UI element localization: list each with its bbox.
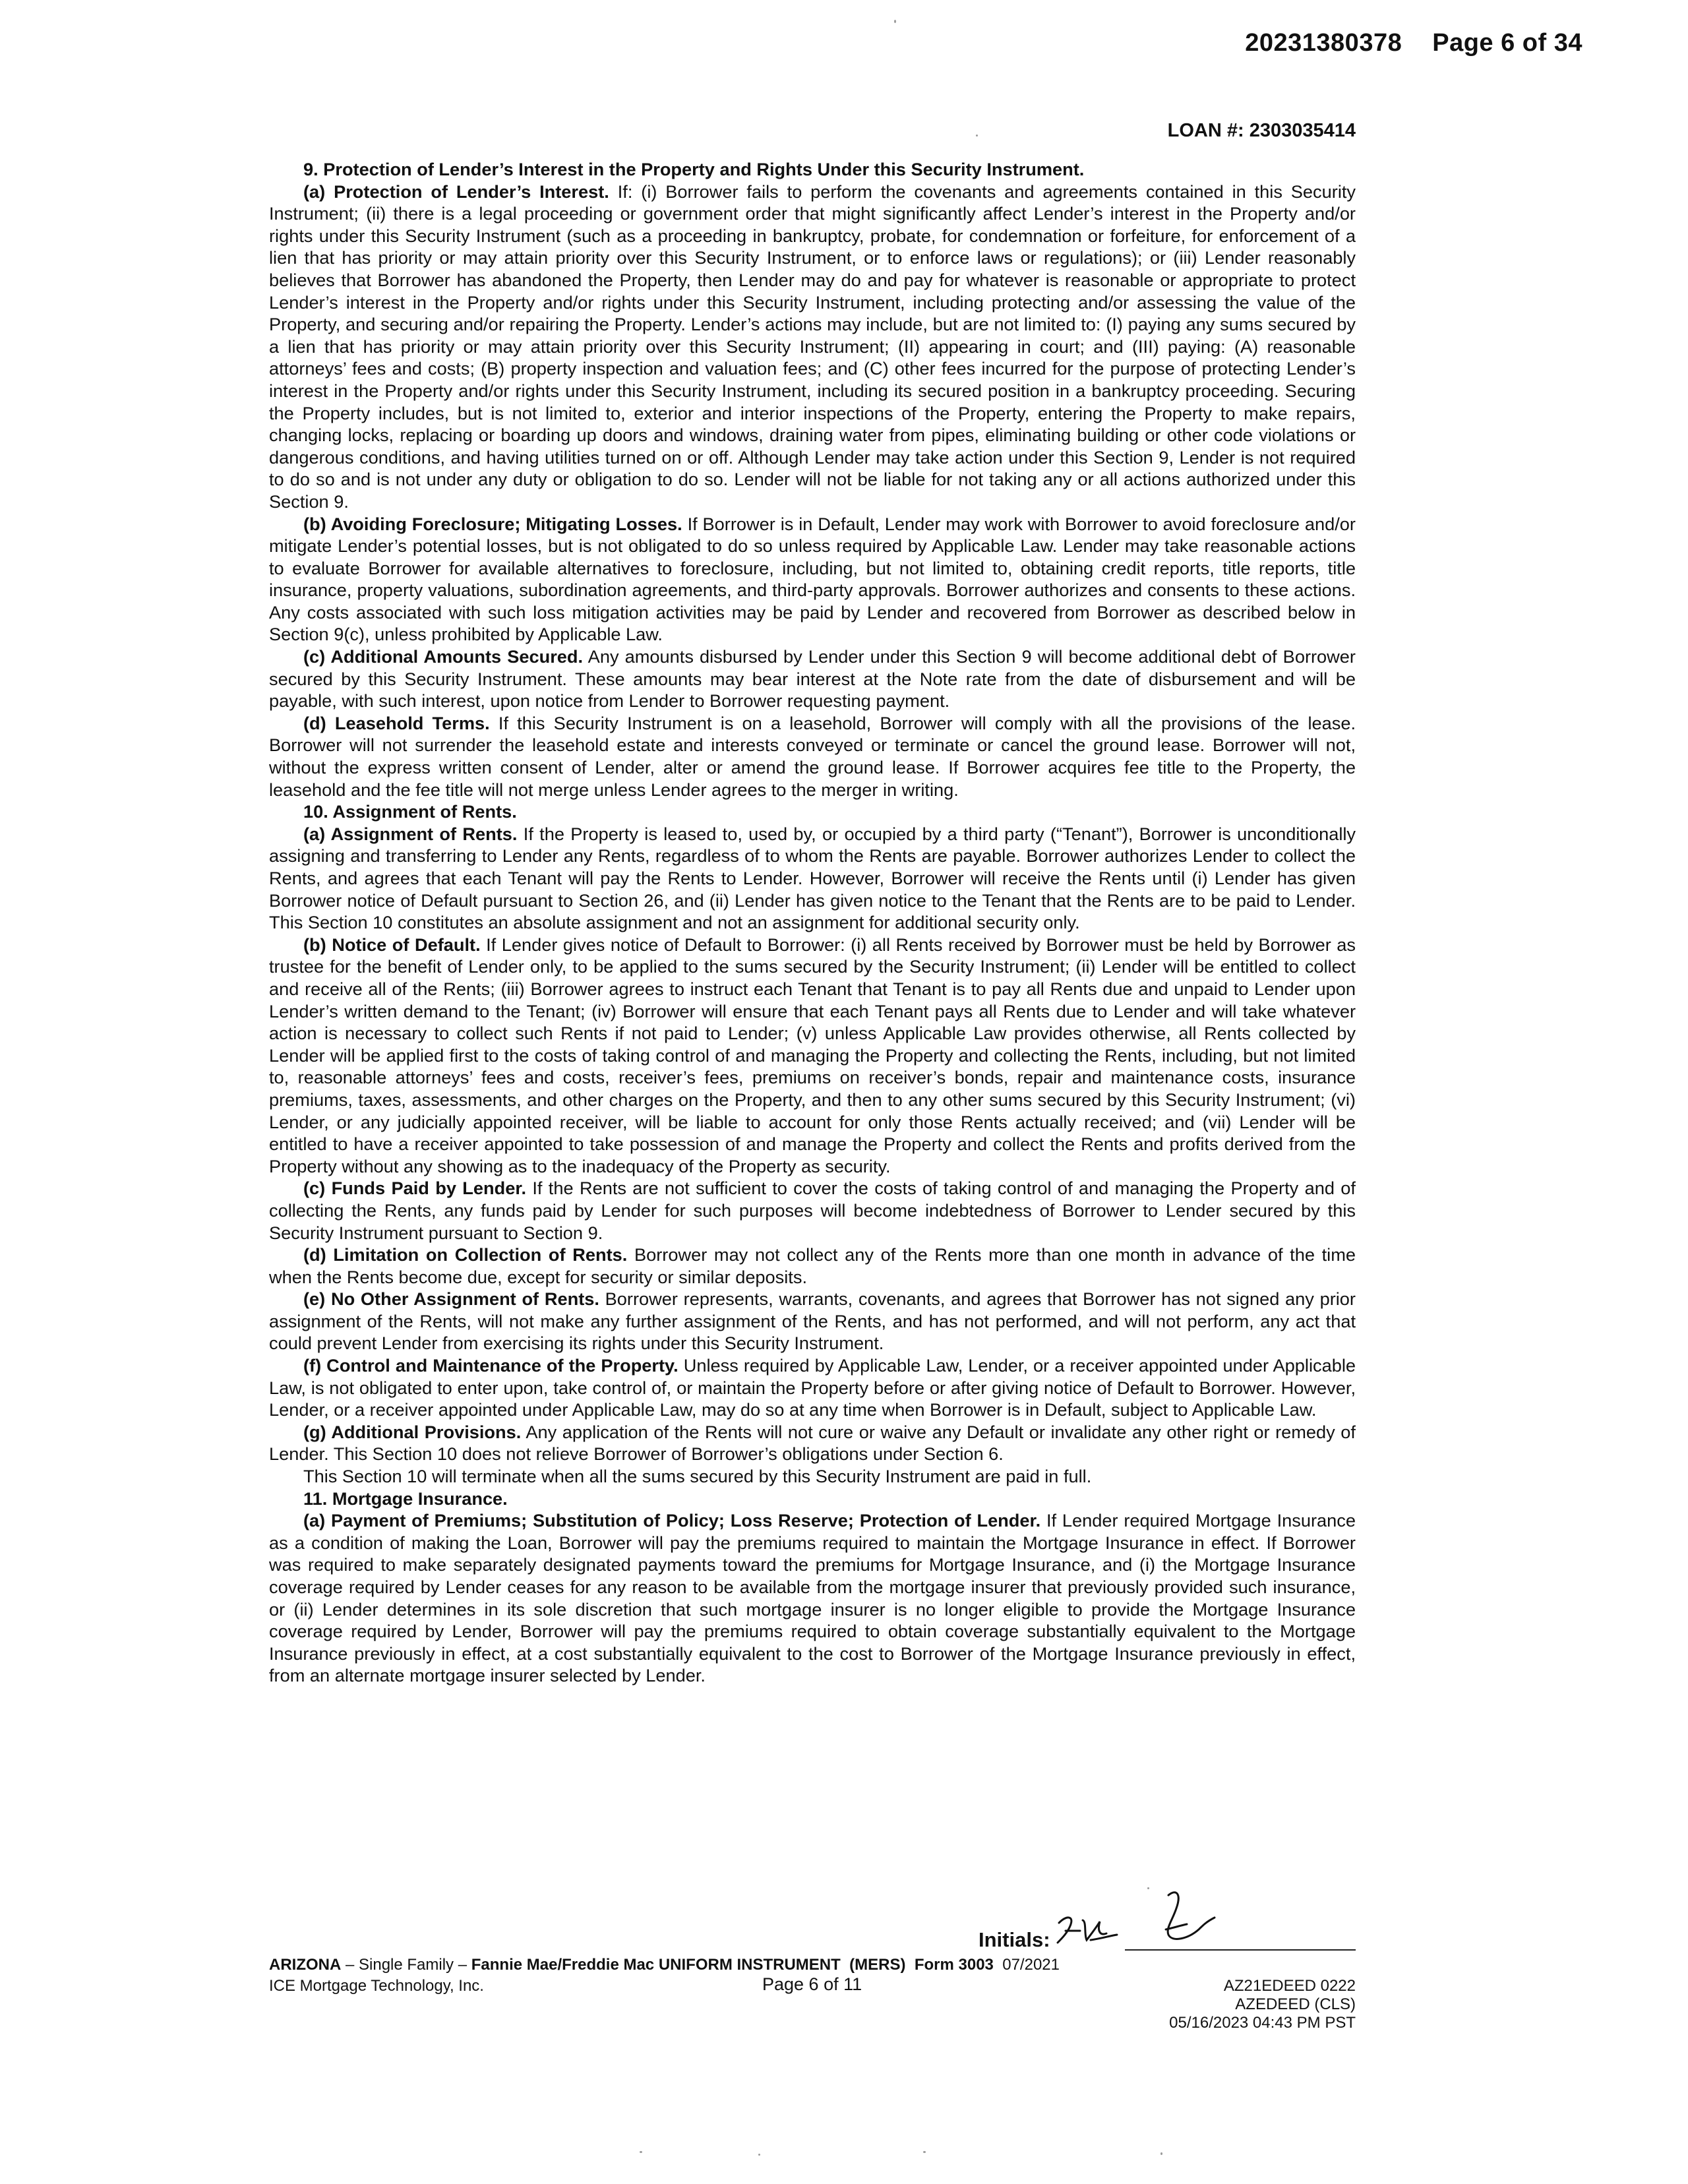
form-identifier <box>269 1956 1060 1974</box>
paragraph <box>269 181 1356 513</box>
paragraph-title: (d) Leasehold Terms. <box>303 712 490 733</box>
company-name: ICE Mortgage Technology, Inc. <box>269 1977 484 1995</box>
paragraph <box>269 823 1356 934</box>
paragraph-text: If: (i) Borrower fails to perform the covenants and agreements contained in this Security Instrument; (ii) there is a legal proceeding or government order that might significantly affect Lender’s interest in the Property and/or rights under this Security Instrument (such as a proceeding in bankruptcy, probate, for condemnation or forfeiture, for enforcement of a lien that has priority or may attain priority over this Security Instrument, or to enforce laws or regulations); or (iii) Lender reasonably believes that Borrower has abandoned the Property, then Lender may do and pay for whatever is reasonable or appropriate to protect Lender’s interest in the Property and/or rights under this Security Instrument, including protecting and/or assessing the value of the Property, and securing and/or repairing the Property. Lender’s actions may include, but are not limited to: (I) paying any sums secured by a lien that has priority or may attain priority over this Security Instrument; (II) appearing in court; and (III) paying: (A) reasonable attorneys’ fees and costs; (B) property inspection and valuation fees; and (C) other fees incurred for the purpose of protecting Lender’s interest in the Property and/or rights under this Security Instrument, including its secured position in a bankruptcy proceeding. Securing the Property includes, but is not limited to, exterior and interior inspections of the Property, entering the Property to make repairs, changing locks, replacing or boarding up doors and windows, draining water from pipes, eliminating building or other code violations or dangerous conditions, and having utilities turned on or off. Although Lender may take action under this Section 9, Lender is not required to do so and is not under any duty or obligation to do so. Lender will not be liable for not taking any or all actions authorized under this Section 9. <box>269 181 1356 512</box>
paragraph <box>269 513 1356 646</box>
paragraph <box>269 646 1356 712</box>
scan-speck <box>1160 2152 1162 2155</box>
paragraph <box>269 1177 1356 1244</box>
form-date: 07/2021 <box>1002 1956 1060 1974</box>
paragraph-text: If Borrower is in Default, Lender may work with Borrower to avoid foreclosure and/or mitigate Lender’s potential losses, but is not obligated to do so unless required by Applicable Law. Lender may take reasonable actions to evaluate Borrower for available alternatives to foreclosure, including, but not limited to, obtaining credit reports, title reports, title insurance, property valuations, subordination agreements, and third-party approvals. Borrower authorizes and consents to these actions. Any costs associated with such loss mitigation activities may be paid by Lender and recovered from Borrower as described below in Section 9(c), unless prohibited by Applicable Law. <box>269 513 1356 645</box>
paragraph-text: Borrower may not collect any of the Rents more than one month in advance of the time when the Rents become due, except for security or similar deposits. <box>269 1244 1356 1287</box>
paragraph <box>269 1509 1356 1687</box>
paragraph-text: Unless required by Applicable Law, Lender, or a receiver appointed under Applicable Law, is not obligated to enter upon, take control of, or maintain the Property before or after giving notice of Default to Borrower. However, Lender, or a receiver appointed under Applicable Law, may do so at any time when Borrower is in Default, subject to Applicable Law. <box>269 1355 1356 1420</box>
heading-text: 11. Mortgage Insurance. <box>303 1488 508 1509</box>
section-heading <box>269 801 1356 823</box>
paragraph-text: If the Property is leased to, used by, or occupied by a third party (“Tenant”), Borrower is unconditionally assigning and transferring to Lender any Rents, regardless of to whom the Rents are payable. Borrower authorizes Lender to collect the Rents, and agrees that each Tenant will pay the Rents to Lender. However, Borrower will receive the Rents until (i) Lender has given Borrower notice of Default pursuant to Section 26, and (ii) Lender has given notice to the Tenant that the Rents are to be paid to Lender. This Section 10 constitutes an absolute assignment and not an assignment for additional security only. <box>269 823 1356 933</box>
heading-text: 9. Protection of Lender’s Interest in the Property and Rights Under this Security Instrument. <box>303 159 1085 179</box>
form-number: Form 3003 <box>914 1956 994 1974</box>
paragraph-title: (f) Control and Maintenance of the Property. <box>303 1355 678 1376</box>
scan-speck <box>923 2151 926 2153</box>
signature-line <box>1125 1949 1356 1951</box>
paragraph-title: (a) Assignment of Rents. <box>303 823 518 844</box>
paragraph-text: If this Security Instrument is on a leasehold, Borrower will comply with all the provisions of the lease. Borrower will not surrender the leasehold estate and interests conveyed or terminate or cancel the ground lease. Borrower will not, without the express written consent of Lender, alter or amend the ground lease. If Borrower acquires fee title to the Property, the leasehold and the fee title will not merge unless Lender agrees to the merger in writing. <box>269 712 1356 800</box>
recording-number: 20231380378 <box>1245 29 1402 57</box>
paragraph-text: If Lender required Mortgage Insurance as a condition of making the Loan, Borrower will pay the premiums required to maintain the Mortgage Insurance in effect. If Borrower was required to make separately designated payments toward the premiums for Mortgage Insurance, and (i) the Mortgage Insurance coverage required by Lender ceases for any reason to be available from the mortgage insurer that previously provided such insurance, or (ii) Lender determines in its sole discretion that such mortgage insurer is no longer eligible to provide the Mortgage Insurance coverage required by Lender, Borrower will pay the premiums required to obtain coverage substantially equivalent to the Mortgage Insurance previously in effect, at a cost substantially equivalent to the cost to Borrower of the Mortgage Insurance previously in effect, from an alternate mortgage insurer selected by Lender. <box>269 1510 1356 1686</box>
form-mers: (MERS) <box>849 1956 906 1974</box>
paragraph-text: Borrower represents, warrants, covenants, and agrees that Borrower has not signed any prior assignment of the Rents, will not make any further assignment of the Rents, and has not performed, and will not perform, any act that could prevent Lender from exercising its rights under this Security Instrument. <box>269 1289 1356 1354</box>
section-heading <box>269 1488 1356 1510</box>
document-codes <box>1169 1977 1356 2032</box>
document-body <box>269 158 1356 1687</box>
paragraph-title: (e) No Other Assignment of Rents. <box>303 1289 599 1310</box>
doc-name: AZEDEED (CLS) <box>1235 1995 1356 2013</box>
scan-speck <box>640 2151 642 2153</box>
scan-speck <box>1147 1887 1149 1889</box>
handwritten-signature <box>1146 1886 1219 1958</box>
paragraph <box>269 1244 1356 1288</box>
paragraph <box>269 934 1356 1178</box>
section-heading <box>269 158 1356 181</box>
form-state: ARIZONA <box>269 1956 342 1974</box>
recording-page: Page 6 of 34 <box>1432 29 1582 57</box>
paragraph-text: If the Rents are not sufficient to cover the costs of taking control of and managing the Property and of collecting the Rents, any funds paid by Lender for such purposes will become indebtedness of Borrower to Lender secured by this Security Instrument pursuant to Section 9. <box>269 1178 1356 1243</box>
paragraph-title: (d) Limitation on Collection of Rents. <box>303 1244 628 1265</box>
doc-code: AZ21EDEED 0222 <box>1223 1977 1356 1995</box>
paragraph <box>269 1288 1356 1354</box>
paragraph-text: If Lender gives notice of Default to Borrower: (i) all Rents received by Borrower must be held by Borrower as trustee for the benefit of Lender only, to be applied to the sums secured by the Security Instrument; (ii) Lender will be entitled to collect and receive all of the Rents; (iii) Borrower agrees to instruct each Tenant that Tenant is to pay all Rents due and unpaid to Lender upon Lender’s written demand to the Tenant; (iv) Borrower will ensure that each Tenant pays all Rents due to Lender and will take whatever action is necessary to collect such Rents if not paid to Lender; (v) unless Applicable Law provides otherwise, all Rents collected by Lender will be applied first to the costs of taking control of and managing the Property and collecting the Rents, including, but not limited to, reasonable attorneys’ fees and costs, receiver’s fees, premiums on receiver’s bonds, repair and maintenance costs, insurance premiums, taxes, assessments, and other charges on the Property, and then to any other sums secured by this Security Instrument; (vi) Lender, or any judicially appointed receiver, will be liable to account for only those Rents actually received; and (vii) Lender will be entitled to have a receiver appointed to take possession of and manage the Property and collect the Rents and profits derived from the Property without any showing as to the inadequacy of the Property as security. <box>269 934 1356 1176</box>
paragraph-title: (a) Payment of Premiums; Substitution of Policy; Loss Reserve; Protection of Lender. <box>303 1510 1041 1531</box>
form-type: – Single Family – <box>341 1956 471 1974</box>
paragraph <box>269 1354 1356 1421</box>
initials-label: Initials: <box>979 1928 1050 1951</box>
paragraph-text: This Section 10 will terminate when all the sums secured by this Security Instrument are paid in full. <box>303 1466 1092 1487</box>
print-timestamp: 05/16/2023 04:43 PM PST <box>1169 2014 1356 2032</box>
paragraph-text: Any amounts disbursed by Lender under this Section 9 will become additional debt of Borrower secured by this Security Instrument. These amounts may bear interest at the Note rate from the date of disbursement and will be payable, with such interest, upon notice from Lender to Borrower requesting payment. <box>269 646 1356 712</box>
paragraph-title: (a) Protection of Lender’s Interest. <box>303 181 609 202</box>
paragraph <box>269 712 1356 801</box>
document-footer <box>269 1926 1356 2031</box>
recording-header <box>1245 29 1582 57</box>
paragraph-title: (b) Avoiding Foreclosure; Mitigating Losses. <box>303 513 682 534</box>
page-number: Page 6 of 11 <box>762 1974 862 1994</box>
scan-speck <box>894 20 896 23</box>
heading-text: 10. Assignment of Rents. <box>303 801 517 822</box>
paragraph <box>269 1465 1356 1488</box>
form-instrument: Fannie Mae/Freddie Mac UNIFORM INSTRUMENT <box>471 1956 841 1974</box>
handwritten-initials-signature <box>1054 1908 1120 1955</box>
scan-speck <box>758 2154 760 2156</box>
paragraph-title: (g) Additional Provisions. <box>303 1421 522 1442</box>
loan-number: LOAN #: 2303035414 <box>1167 120 1356 141</box>
paragraph-title: (c) Additional Amounts Secured. <box>303 646 584 667</box>
paragraph-title: (b) Notice of Default. <box>303 934 481 955</box>
paragraph <box>269 1421 1356 1465</box>
paragraph-text: Any application of the Rents will not cure or waive any Default or invalidate any other right or remedy of Lender. This Section 10 does not relieve Borrower of Borrower’s obligations under Section 6. <box>269 1421 1356 1465</box>
scan-speck <box>976 135 978 136</box>
paragraph-title: (c) Funds Paid by Lender. <box>303 1178 526 1199</box>
